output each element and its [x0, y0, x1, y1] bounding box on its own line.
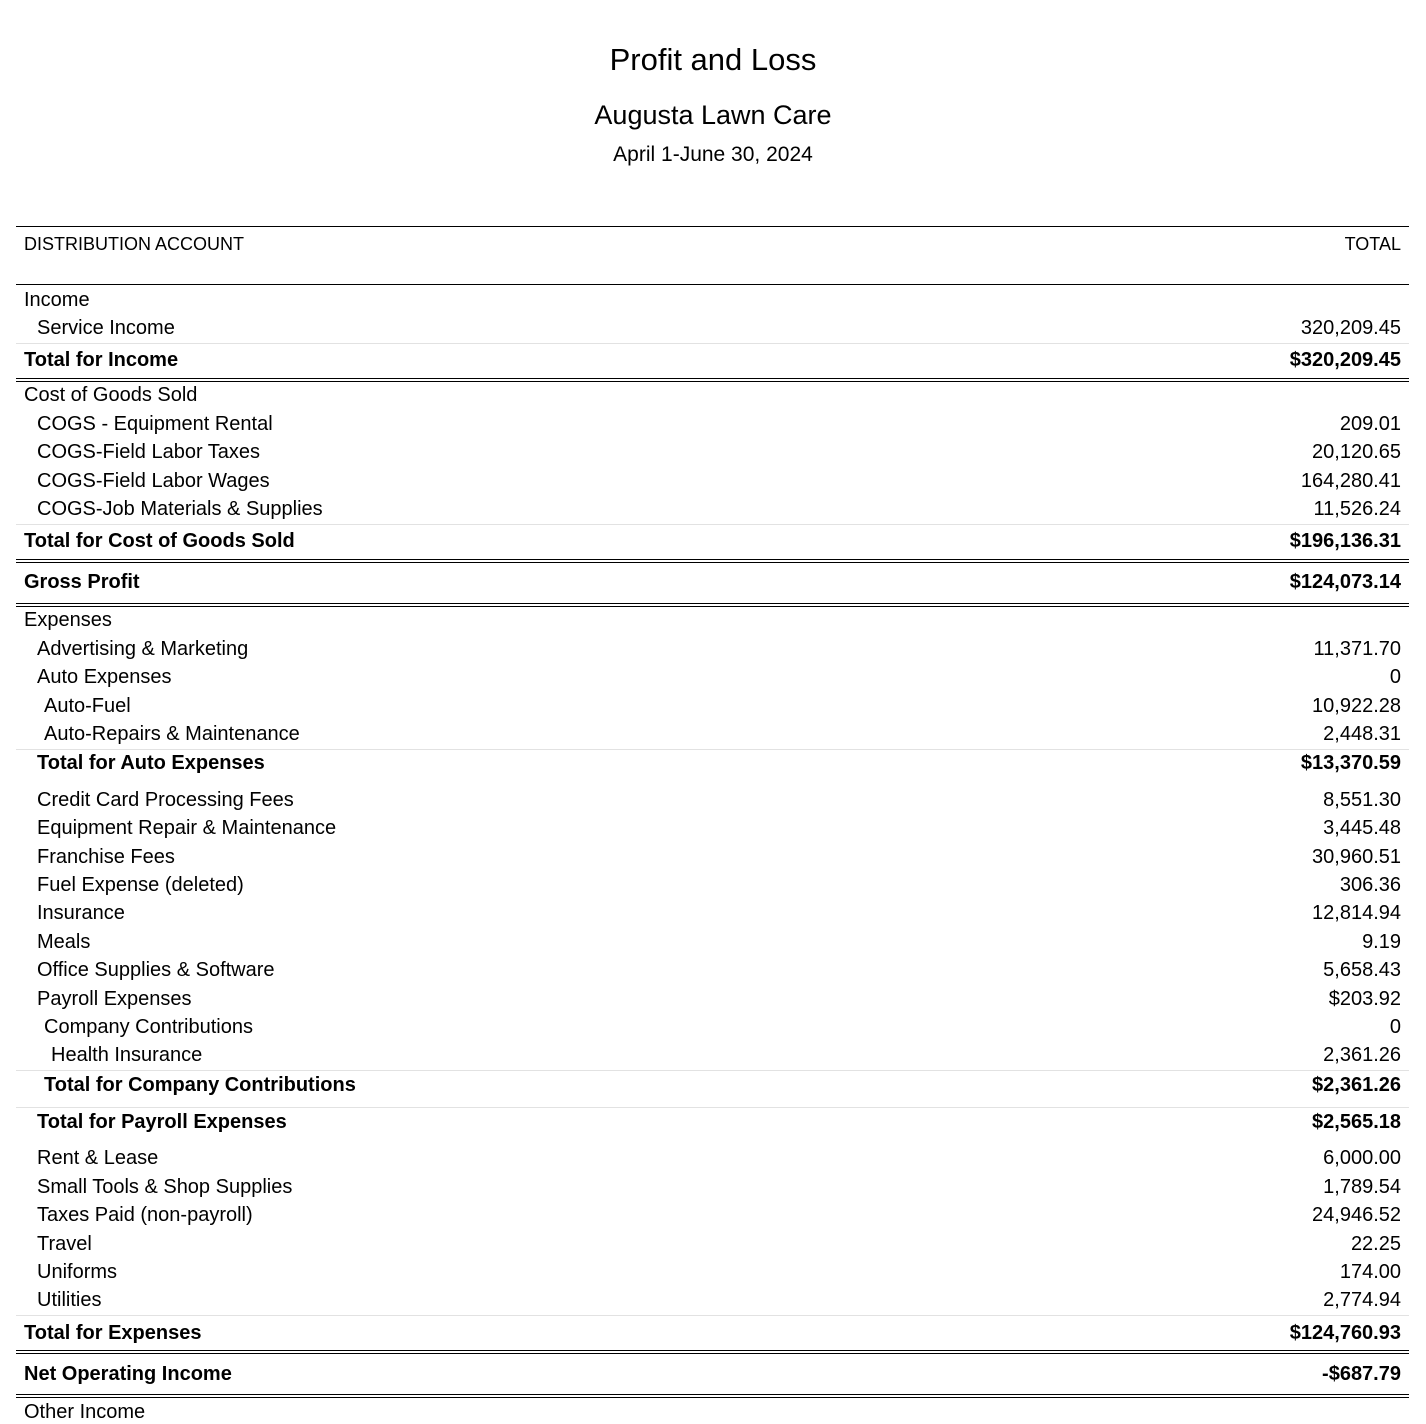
section-label: Income — [24, 288, 90, 311]
total-expenses-row — [16, 1315, 1409, 1354]
account-amount: 209.01 — [1339, 412, 1401, 435]
account-row — [16, 843, 1409, 871]
account-label: Auto-Fuel — [44, 694, 131, 717]
account-label: Small Tools & Shop Supplies — [37, 1175, 293, 1198]
account-row — [16, 1145, 1409, 1173]
account-row — [16, 439, 1409, 467]
account-row — [16, 635, 1409, 663]
gross-profit-row — [16, 563, 1409, 607]
account-amount: 2,774.94 — [1323, 1289, 1401, 1312]
account-label: Company Contributions — [44, 1015, 253, 1038]
account-label: Auto-Repairs & Maintenance — [44, 722, 300, 745]
section-label: Other Income — [24, 1401, 146, 1424]
total-amount: $2,361.26 — [1312, 1073, 1401, 1096]
account-row — [16, 786, 1409, 814]
gross-profit-amount: $124,073.14 — [1289, 571, 1401, 594]
account-amount: 11,526.24 — [1313, 498, 1401, 521]
account-label: Utilities — [37, 1289, 102, 1312]
account-row — [16, 314, 1409, 342]
account-row — [16, 692, 1409, 720]
total-company-contributions-row — [16, 1070, 1409, 1099]
account-label: Office Supplies & Software — [37, 959, 275, 982]
account-label: Equipment Repair & Maintenance — [37, 817, 337, 840]
report-table — [16, 226, 1409, 1424]
account-row — [16, 495, 1409, 523]
account-label: Uniforms — [37, 1261, 118, 1284]
total-label: Total for Expenses — [24, 1321, 202, 1344]
account-amount: 9.19 — [1362, 930, 1401, 953]
report-period: April 1-June 30, 2024 — [613, 143, 813, 166]
gross-profit-label: Gross Profit — [24, 571, 140, 594]
report-title: Profit and Loss — [609, 42, 817, 77]
net-operating-income-label: Net Operating Income — [24, 1362, 232, 1385]
section-income — [16, 286, 1409, 314]
account-label: Credit Card Processing Fees — [37, 788, 294, 811]
account-row — [16, 664, 1409, 692]
account-row — [16, 900, 1409, 928]
account-row — [16, 1013, 1409, 1041]
total-amount: $320,209.45 — [1289, 349, 1401, 372]
total-auto-row — [16, 749, 1409, 778]
account-label: Franchise Fees — [37, 845, 175, 868]
section-other-income — [16, 1398, 1409, 1424]
total-amount: $124,760.93 — [1289, 1321, 1401, 1344]
total-amount: $13,370.59 — [1300, 752, 1401, 775]
account-row — [16, 1258, 1409, 1286]
account-row — [16, 1230, 1409, 1258]
account-row — [16, 1287, 1409, 1315]
account-amount: 12,814.94 — [1312, 902, 1401, 925]
total-amount: $2,565.18 — [1312, 1111, 1401, 1134]
account-amount: 11,371.70 — [1313, 637, 1401, 660]
total-label: Total for Company Contributions — [44, 1073, 356, 1096]
company-name: Augusta Lawn Care — [594, 100, 832, 130]
account-row — [16, 1202, 1409, 1230]
account-row — [16, 814, 1409, 842]
account-amount: 24,946.52 — [1312, 1204, 1401, 1227]
account-amount: 30,960.51 — [1312, 845, 1401, 868]
total-label: Total for Cost of Goods Sold — [24, 530, 295, 553]
account-label: Service Income — [37, 317, 175, 340]
account-amount: 1,789.54 — [1323, 1175, 1401, 1198]
account-label: Fuel Expense (deleted) — [37, 873, 244, 896]
account-amount: 3,445.48 — [1323, 817, 1401, 840]
account-row — [16, 871, 1409, 899]
account-amount: $203.92 — [1328, 987, 1401, 1010]
account-label: Rent & Lease — [37, 1147, 159, 1170]
total-payroll-row — [16, 1107, 1409, 1136]
total-label: Total for Income — [24, 349, 179, 372]
account-row — [16, 956, 1409, 984]
section-label: Cost of Goods Sold — [24, 384, 198, 407]
account-label: Meals — [37, 930, 91, 953]
account-label: Health Insurance — [51, 1044, 203, 1067]
column-header-total: TOTAL — [1344, 234, 1401, 254]
account-row — [16, 410, 1409, 438]
account-label: Auto Expenses — [37, 666, 172, 689]
account-amount: 2,361.26 — [1323, 1044, 1401, 1067]
account-label: COGS - Equipment Rental — [37, 412, 273, 435]
account-label: Advertising & Marketing — [37, 637, 249, 660]
account-label: COGS-Field Labor Taxes — [37, 441, 261, 464]
account-amount: 20,120.65 — [1312, 441, 1401, 464]
account-amount: 10,922.28 — [1312, 694, 1401, 717]
account-label: Taxes Paid (non-payroll) — [37, 1204, 253, 1227]
account-row — [16, 1173, 1409, 1201]
account-row — [16, 720, 1409, 748]
account-amount: 5,658.43 — [1323, 959, 1401, 982]
account-label: Travel — [37, 1232, 92, 1255]
account-label: Insurance — [37, 902, 125, 925]
account-amount: 22.25 — [1350, 1232, 1401, 1255]
column-header-row — [16, 226, 1409, 285]
total-amount: $196,136.31 — [1289, 530, 1401, 553]
total-cogs-row — [16, 524, 1409, 563]
account-amount: 2,448.31 — [1323, 722, 1401, 745]
account-amount: 320,209.45 — [1300, 317, 1401, 340]
section-cogs — [16, 382, 1409, 410]
net-operating-income-amount: -$687.79 — [1322, 1362, 1401, 1385]
account-row — [16, 928, 1409, 956]
total-income-row — [16, 343, 1409, 382]
account-amount: 0 — [1389, 666, 1401, 689]
total-label: Total for Payroll Expenses — [37, 1111, 287, 1134]
account-amount: 174.00 — [1339, 1261, 1401, 1284]
account-row — [16, 1042, 1409, 1070]
account-label: Payroll Expenses — [37, 987, 192, 1010]
account-row — [16, 985, 1409, 1013]
account-row — [16, 467, 1409, 495]
account-amount: 0 — [1389, 1015, 1401, 1038]
account-amount: 8,551.30 — [1323, 788, 1401, 811]
net-operating-income-row — [16, 1354, 1409, 1398]
account-label: COGS-Field Labor Wages — [37, 469, 270, 492]
account-amount: 6,000.00 — [1323, 1147, 1401, 1170]
section-label: Expenses — [24, 609, 112, 632]
column-header-account: DISTRIBUTION ACCOUNT — [24, 234, 245, 254]
account-label: COGS-Job Materials & Supplies — [37, 498, 323, 521]
total-label: Total for Auto Expenses — [37, 752, 265, 775]
account-amount: 164,280.41 — [1300, 469, 1401, 492]
account-amount: 306.36 — [1339, 873, 1401, 896]
section-expenses — [16, 607, 1409, 635]
